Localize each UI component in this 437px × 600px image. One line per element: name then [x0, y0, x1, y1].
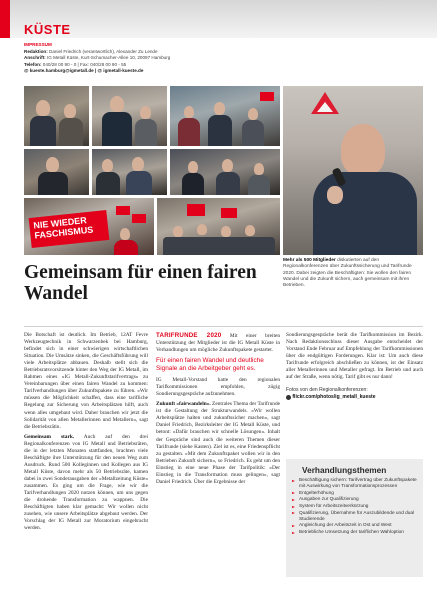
kicker: TARIFRUNDE 2020 [156, 332, 222, 339]
photo-conference-2 [92, 86, 167, 146]
paragraph [156, 401, 280, 486]
list-item: Angleichung der Arbeitszeit in Ost und West [292, 523, 421, 529]
photo-caption [283, 258, 423, 289]
article-column-1 [24, 332, 148, 535]
impressum-label: Redaktion: [24, 48, 48, 54]
article-column-3 [286, 332, 423, 401]
photo-conference-6 [170, 149, 280, 195]
caption-lead: Mehr als 500 Mitglieder [283, 258, 336, 263]
article-headline: Gemeinsam für einen fairen Wandel [24, 262, 257, 304]
negotiation-topics-box [286, 459, 423, 577]
impressum-line [24, 49, 274, 56]
caption-text: diskutierten auf den Regionalkonferenzen über Zukunftssicherung und Tarifrunde 2020. Dabei zeigten die Beschäftigten: Sie wollen den fairen Wandel und die Zukunft sichern, auch gemeinsam mit ihren Betrieben. [283, 258, 412, 289]
header-accent [0, 0, 10, 38]
flickr-icon [286, 395, 291, 400]
impressum-text: IG Metall Küste, Kurt-Schumacher-Allee 10, 20097 Hamburg [45, 55, 171, 61]
paragraph-lead: Zukunft »fairwandeln«. [156, 401, 211, 408]
paragraph-text: Zentrales Thema der Tarifrunde ist die Gestaltung der Strukturwandels. »Wir wollen Arbeitsplätze halten und zukunftssicher machen«, sagt Daniel Friedrich, Bezirksleiter der IG Metall Küste, und betont: »Dafür brauchen wir schnelle Lösungen«. Inhalt der Gespräche sind auch die weiteren Themen dieser Tarifrunde (siehe Kasten). Ziel ist es, eine Friedenspflicht zu gestalten. »Mit dem Zukunftspaket wollen wir in den Betrieben Zukunft sichern«, so Friedrich. Es geht um den Einstieg in eine neue Phase der Tarifpolitik: »Der Einstieg in die Transformation muss gelingen«, sagt Daniel Friedrich. Über die Ergebnisse der [156, 401, 281, 485]
paragraph-lead: Gemeinsam stark. [24, 433, 75, 440]
section-header [0, 0, 437, 38]
photos-label: Fotos von den Regionalkonferenzen: [286, 387, 368, 394]
impressum-text: 040/28 00 90 - 0 | Fax: 040/28 00 90 - 55 [41, 61, 127, 67]
impressum-contact: @ kueste.hamburg@igmetall.de | @ igmetall-kueste.de [24, 68, 144, 74]
impressum-line [24, 62, 274, 69]
article-column-2 [156, 332, 280, 489]
impressum-line [24, 55, 274, 62]
photo-speaker [283, 86, 423, 255]
list-item: Entgelterhöhung [292, 491, 421, 497]
photo-conference-4 [24, 149, 89, 195]
photos-link-block [286, 387, 423, 401]
list-item: Ausgaben zur Qualifizierung [292, 497, 421, 503]
impressum-text: Daniel Friedrich (verantwortlich), Alexander Zu Lende [47, 48, 158, 54]
photo-conference-5 [92, 149, 167, 195]
impressum-heading: IMPRESSUM [24, 42, 52, 47]
list-item: Betriebliche Umsetzung der tariflichen Wahloption [292, 530, 421, 536]
banner-text: NIE WIEDER FASCHISMUS [32, 215, 94, 241]
protest-banner [29, 210, 110, 248]
impressum-label: Anschrift: [24, 55, 46, 61]
paragraph [156, 332, 280, 354]
impressum-label: Telefon: [24, 61, 42, 67]
list-item: Qualifizierung, Übernahme für Auszubildende und dual Studierende [292, 511, 421, 523]
paragraph: Die Botschaft ist deutlich. Im Betrieb, 12AT Fevre Werkzeugtechnik in Schwarzenbek bei Hamburg, befindet sich in einer schwierigen wirtschaftlichen Situation. Die Umsätze sinken, die Geschäftsführung will viele Arbeitsplätze abbauen. Deshalb stellt sich die Betriebsratsvorsitzende hinter den Weg der IG Metall, im Rahmen eines »IG ​Metall-Zukunftstarifvertrags« zu Vereinbarungen über einen fairen Wandel zu kommen: Tarifverhandlungen über Zukunftspakete zu führen. »Wir müssen die Möglichkeit schaffen, dass eine tarifliche Regelung zur Sicherung von Arbeitsplätzen hilft, auch wenn alles umgebaut wird. Daher brauchen wir jetzt die Solidarität von allen Metallerinnen und Metallern«, sagt die Betriebsrätin. [24, 332, 148, 430]
box-title: Verhandlungsthemen [302, 465, 387, 475]
paragraph [24, 434, 148, 533]
section-title: KÜSTE [24, 22, 71, 37]
paragraph: IG Metall-Vorstand hatte den regionalen Tarifkommissionen empfohlen, zügig Sondierungsgespräche aufzunehmen. [156, 377, 280, 398]
impressum-line [24, 68, 274, 75]
photo-crowd [157, 198, 280, 255]
flickr-link[interactable]: flickr.com/photos/ig_metall_kueste [292, 394, 376, 401]
topics-list [292, 478, 421, 537]
pull-quote: Für einen fairen Wandel und deutliche Signale an die Arbeitgeber geht es. [156, 357, 264, 373]
paragraph-text: Auch auf den drei Regionalkonferenzen von IG Metall und Betriebsräten, die in der letzten Monaten stattfanden, brachten viele Beschäftigte ihre Unterstützung für den neuen Weg zum Ausdruck. Rund 500 Kolleginnen und Kollegen aus IG Metall Küste, davon mehr als 50 Betriebsräte, kamen dabei in zwei Sonderausgaben der »Metallzeitung Küste« zusammen. Es ging um die Frage, wie wir die Tarifverhandlungen 2020 nutzen können, um uns gegen die drohende Transformation zu wappnen. Die Beschäftigten haben klar gemacht: Wir wollen nicht zusehen, wie unsere Arbeitsplätze abgebaut werden. Der Vorschlag der IG Metall zur Moratorium eingebracht werden. [24, 433, 148, 532]
photo-protest-banner [24, 198, 154, 255]
list-item: Beschäftigung sichern: Tarifvertrag über Zukunftspakete mit Auswirkung von Transformationsprozessen [292, 478, 421, 490]
impressum [24, 42, 274, 75]
photo-conference-1 [24, 86, 89, 146]
paragraph-text: Mit einer breiten Unterstützung der Mitglieder ist die IG Metall Küste in Verhandlungen um mögliche Zukunftspakete gestartet. [156, 333, 280, 354]
divider [24, 326, 423, 327]
paragraph: Sondierungsgespräche berät die Tarifkommission im Bezirk. Nach Redaktionsschluss dieser Ausgabe entscheidet der Vorstand Ende Februar auf Empfehlung der Tarifkommissionen über die endgültigen Forderungen. Klar ist: Um auch diese Tarifrunde erfolgreich abschließen zu können, ist der Einsatz aller Metallerinnen und Metaller gefragt. Im Betrieb und auch auf der Straße, wenn nötig. Tarif gibt es nur dann! [286, 332, 423, 381]
photo-conference-3 [170, 86, 280, 146]
list-item: System für Arbeitszeitverkürzung [292, 504, 421, 510]
